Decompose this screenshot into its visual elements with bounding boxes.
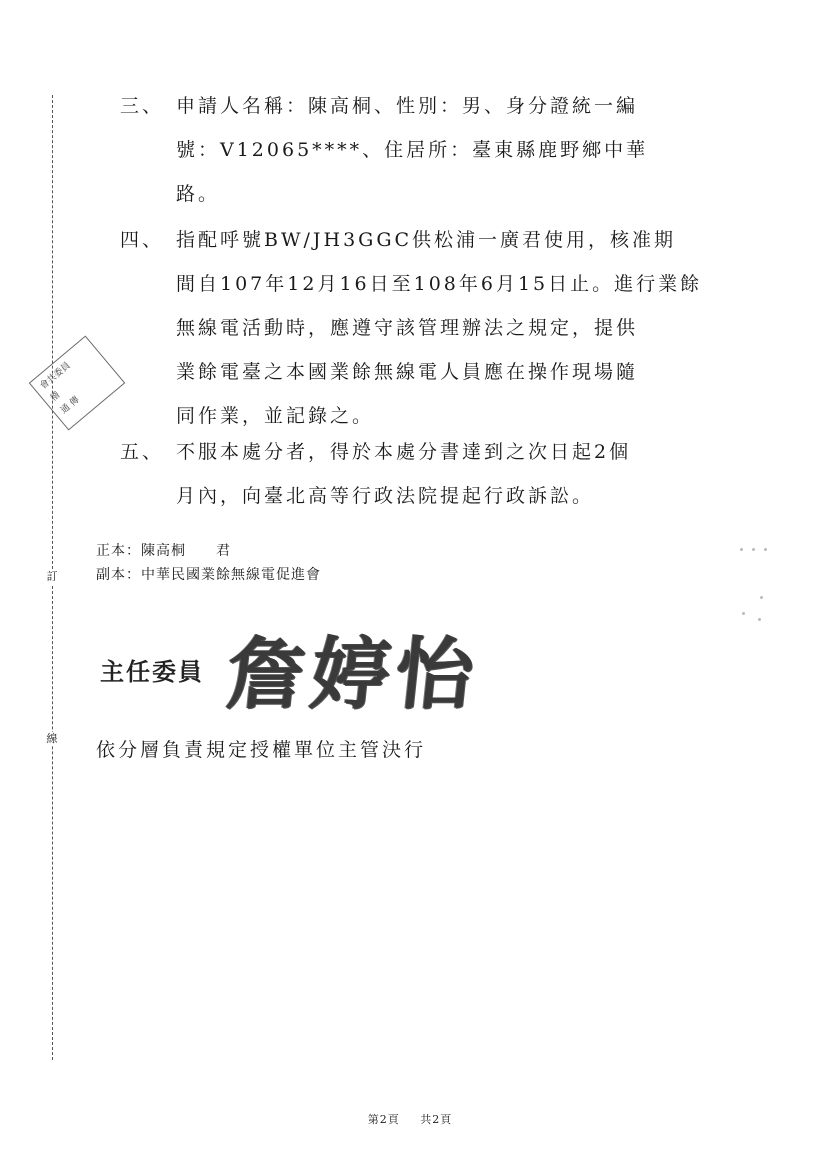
scan-speck [764, 548, 767, 551]
clause-line: 間自107年12月16日至108年6月15日止。進行業餘 [176, 273, 703, 295]
copy-recipient: 副本：中華民國業餘無線電促進會 [96, 567, 321, 583]
scan-speck [742, 612, 745, 615]
stamp-line: 會共委員 [38, 360, 73, 392]
clause-body [176, 430, 724, 518]
clause-line: 路。 [176, 183, 221, 205]
clause-body [176, 84, 724, 216]
scan-speck [752, 548, 755, 551]
binding-order-char: 訂 [44, 570, 60, 584]
clause-body [176, 218, 724, 438]
clause-number: 四、 [120, 229, 165, 251]
delegation-note: 依分層負責規定授權單位主管決行 [96, 739, 427, 761]
clause-line: 月內，向臺北高等行政法院提起行政訴訟。 [176, 485, 595, 507]
stamp-line: 稽 [48, 390, 63, 404]
page-total: 共2頁 [420, 1113, 453, 1126]
clause-number: 三、 [120, 95, 165, 117]
signatory-name-seal: 詹婷怡 [222, 629, 485, 720]
signatory-title: 主任委員 [100, 657, 204, 686]
binding-line-char: 線 [44, 732, 60, 746]
clause-line: 不服本處分者，得於本處分書達到之次日起2個 [176, 441, 632, 463]
scan-speck [758, 618, 761, 621]
receipt-stamp [29, 335, 126, 430]
clause-line: 指配呼號BW/JH3GGC供松浦一廣君使用，核准期 [176, 229, 677, 251]
clause-line: 同作業，並記錄之。 [176, 405, 375, 427]
clause-line: 業餘電臺之本國業餘無線電人員應在操作現場隨 [176, 361, 639, 383]
clause-number: 五、 [120, 441, 165, 463]
clause-line: 無線電活動時，應遵守該管理辦法之規定，提供 [176, 317, 639, 339]
clause-line: 申請人名稱：陳高桐、性別：男、身分證統一編 [176, 95, 639, 117]
clause-line: 號：V12065****、住居所：臺東縣鹿野鄉中華 [176, 139, 649, 161]
page-number: 第2頁 [367, 1113, 400, 1126]
scan-speck [740, 548, 743, 551]
original-recipient: 正本：陳高桐 君 [96, 543, 231, 559]
stamp-line: 通 傳 [59, 394, 82, 417]
scan-speck [760, 596, 763, 599]
page-footer [0, 1111, 820, 1127]
